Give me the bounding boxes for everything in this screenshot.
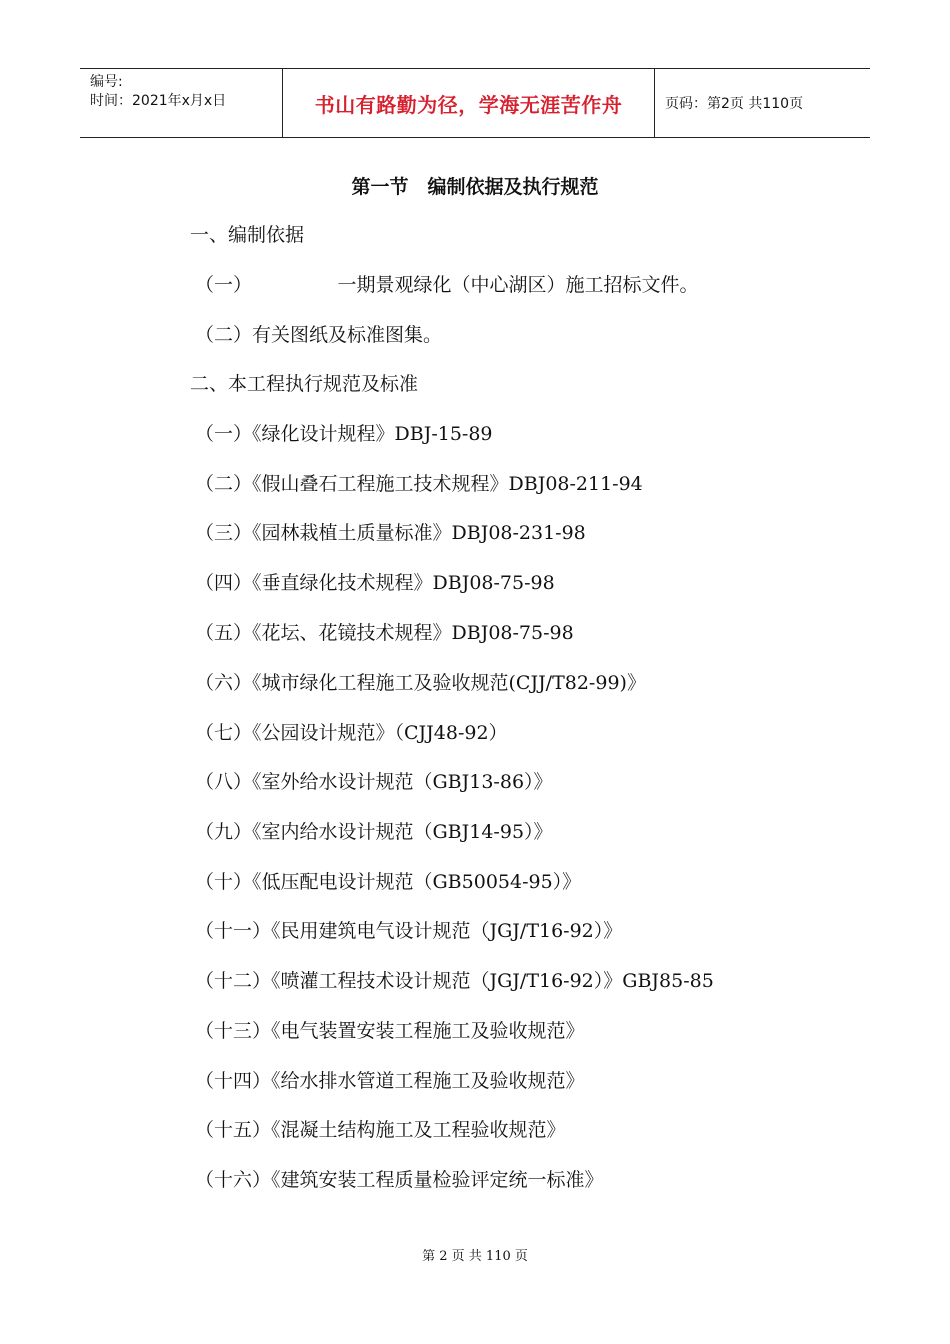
page-header [80, 68, 870, 138]
standard-item: （十）《低压配电设计规范（GB50054-95）》 [195, 871, 582, 893]
standard-item: （三）《园林栽植土质量标准》DBJ08-231-98 [195, 522, 586, 544]
standard-item: （十四）《给水排水管道工程施工及验收规范》 [195, 1070, 585, 1092]
section-title: 第一节 编制依据及执行规范 [351, 176, 599, 198]
basis-item: （一） 一期景观绿化（中心湖区）施工招标文件。 [195, 274, 699, 296]
standards-heading: 二、本工程执行规范及标准 [190, 373, 419, 395]
header-motto: 书山有路勤为径，学海无涯苦作舟 [314, 92, 623, 117]
standard-item: （十二）《喷灌工程技术设计规范（JGJ/T16-92）》GBJ85-85 [195, 970, 714, 992]
basis-heading: 一、编制依据 [190, 224, 305, 246]
header-page-cell [655, 69, 870, 137]
standard-item: （十一）《民用建筑电气设计规范（JGJ/T16-92）》 [195, 920, 623, 942]
page-footer: 第 2 页 共 110 页 [422, 1249, 528, 1264]
standard-item: （一）《绿化设计规程》DBJ-15-89 [195, 423, 493, 445]
standard-item: （十五）《混凝土结构施工及工程验收规范》 [195, 1119, 566, 1141]
standard-item: （五）《花坛、花镜技术规程》DBJ08-75-98 [195, 622, 574, 644]
standard-item: （六）《城市绿化工程施工及验收规范(CJJ/T82-99)》 [195, 672, 646, 694]
header-page-label: 页码：第2页 共110页 [665, 96, 804, 112]
standard-item: （八）《室外给水设计规范（GBJ13-86）》 [195, 771, 553, 793]
header-motto-cell [282, 69, 655, 137]
standard-item: （七）《公园设计规范》（CJJ48-92） [195, 722, 508, 744]
standard-item: （九）《室内给水设计规范（GBJ14-95）》 [195, 821, 553, 843]
header-meta [80, 69, 282, 137]
basis-item: （二）有关图纸及标准图集。 [195, 324, 443, 346]
standard-item: （四）《垂直绿化技术规程》DBJ08-75-98 [195, 572, 555, 594]
document-time-label: 时间：2021年x月x日 [90, 93, 227, 109]
standard-item: （十六）《建筑安装工程质量检验评定统一标准》 [195, 1169, 604, 1191]
standard-item: （十三）《电气装置安装工程施工及验收规范》 [195, 1020, 585, 1042]
document-number-label: 编号: [90, 74, 123, 90]
standard-item: （二）《假山叠石工程施工技术规程》DBJ08-211-94 [195, 473, 643, 495]
